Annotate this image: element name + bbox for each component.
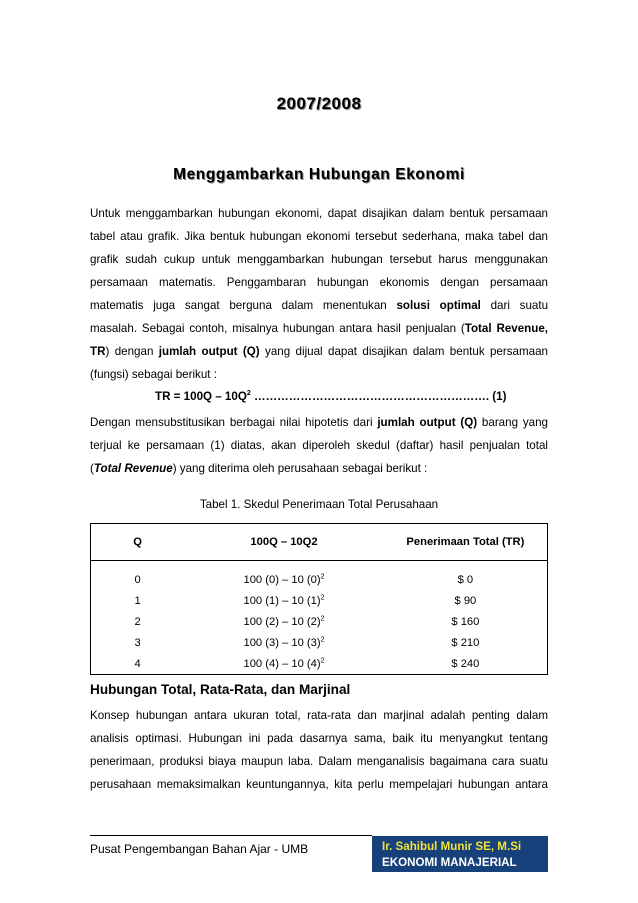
text-line: persamaan matematis. Penggambaran hubungan ekonomis dengan persamaan — [90, 276, 548, 289]
column-header-tr: Penerimaan Total (TR) — [384, 524, 548, 561]
table-caption: Tabel 1. Skedul Penerimaan Total Perusahaan — [199, 498, 439, 511]
cell-tr: $ 0 — [384, 561, 548, 591]
section-title: Menggambarkan Hubungan Ekonomi — [173, 166, 465, 183]
cell-expression: 100 (3) – 10 $(3)^2$ — [243, 635, 325, 649]
emphasis-jumlah-output: jumlah output (Q) — [377, 416, 478, 429]
text-line: (fungsi) sebagai berikut : — [90, 368, 217, 381]
cell-tr: $ 240 — [384, 653, 548, 675]
emphasis-total-revenue: Total Revenue, — [464, 322, 548, 335]
cell-tr: $ 210 — [384, 632, 548, 653]
table-row — [91, 611, 548, 632]
text-run: ) dengan — [105, 345, 159, 358]
equation-1 — [155, 390, 506, 403]
table-header-row — [91, 524, 548, 561]
text-run: dari suatu — [480, 299, 549, 312]
text-line: Untuk menggambarkan hubungan ekonomi, dapat disajikan dalam bentuk persamaan — [90, 207, 548, 220]
text-line — [90, 294, 548, 317]
cell-q: 4 — [91, 653, 185, 675]
emphasis-tr: TR — [90, 345, 106, 358]
column-header-expression: 100Q – 10Q2 — [184, 524, 384, 561]
table-row — [91, 632, 548, 653]
text-line — [90, 317, 548, 340]
paragraph-concepts — [90, 704, 548, 796]
table-row — [91, 590, 548, 611]
footer-publisher: Pusat Pengembangan Bahan Ajar - UMB — [90, 842, 309, 856]
equation-dots: ……………………………………………………. — [250, 390, 493, 403]
cell-expression: 100 (0) – 10 $(0)^2$ — [243, 572, 325, 586]
cell-q: 3 — [91, 632, 185, 653]
cell-q: 1 — [91, 590, 185, 611]
text-line — [90, 457, 548, 480]
column-header-q: Q — [91, 524, 185, 561]
footer-divider — [90, 835, 372, 836]
text-run: masalah. Sebagai contoh, misalnya hubungan antara hasil penjualan ( — [90, 322, 465, 335]
paragraph-intro — [90, 202, 548, 386]
table-row — [91, 561, 548, 591]
text-run: yang dijual dapat disajikan dalam bentuk persamaan — [259, 345, 548, 358]
text-line: tabel atau grafik. Jika bentuk hubungan ekonomi tersebut sederhana, maka tabel dan — [90, 230, 548, 243]
table-row — [91, 653, 548, 675]
text-line: Konsep hubungan antara ukuran total, rata-rata dan marjinal adalah penting dalam — [90, 709, 548, 722]
cell-q: 0 — [91, 561, 185, 591]
footer-author: Ir. Sahibul Munir SE, M.Si — [382, 840, 522, 853]
text-run: matematis juga sangat berguna dalam menentukan — [90, 299, 397, 312]
text-run: ( — [90, 462, 94, 475]
cell-expression: 100 (4) – 10 $(4)^2$ — [184, 653, 384, 675]
text-run: barang yang — [477, 416, 548, 429]
text-line: grafik sudah cukup untuk menggambarkan hubungan tersebut harus menggunakan — [90, 253, 548, 266]
text-line: perusahaan memaksimalkan keuntungannya, kita perlu mempelajari hubungan antara — [90, 778, 548, 791]
cell-tr: $ 90 — [384, 590, 548, 611]
page-title: 2007/2008 — [276, 94, 362, 113]
equation-number: (1) — [492, 390, 507, 403]
emphasis-jumlah-output: jumlah output (Q) — [158, 345, 260, 358]
equation-exponent: 2 — [246, 390, 251, 398]
text-run: Dengan mensubstitusikan berbagai nilai hipotetis dari — [90, 416, 378, 429]
text-line: analisis optimasi. Hubungan ini pada dasarnya sama, baik itu menyangkut tentang — [90, 732, 548, 745]
text-line: penerimaan, produksi biaya maupun laba. Dalam menganalisis bagaimana cara suatu — [90, 755, 548, 768]
footer-course: EKONOMI MANAJERIAL — [382, 856, 517, 869]
cell-q: 2 — [91, 611, 185, 632]
cell-tr: $ 160 — [384, 611, 548, 632]
cell-expression: 100 (1) – 10 $(1)^2$ — [243, 593, 325, 607]
emphasis-solusi-optimal: solusi optimal — [396, 299, 481, 312]
paragraph-substitution — [90, 411, 548, 480]
emphasis-total-revenue: Total Revenue — [93, 462, 173, 475]
text-run: ) yang diterima oleh perusahaan sebagai berikut : — [172, 462, 428, 475]
revenue-schedule-table — [90, 523, 548, 675]
text-line: terjual ke persamaan (1) diatas, akan diperoleh skedul (daftar) hasil penjualan total — [90, 439, 548, 452]
text-line — [90, 340, 548, 363]
cell-expression: 100 (2) – 10 $(2)^2$ — [243, 614, 325, 628]
text-line — [90, 411, 548, 434]
equation-lhs: TR = 100Q – 10Q — [155, 390, 247, 403]
footer-author-box — [372, 836, 548, 872]
subsection-title: Hubungan Total, Rata-Rata, dan Marjinal — [90, 682, 351, 697]
